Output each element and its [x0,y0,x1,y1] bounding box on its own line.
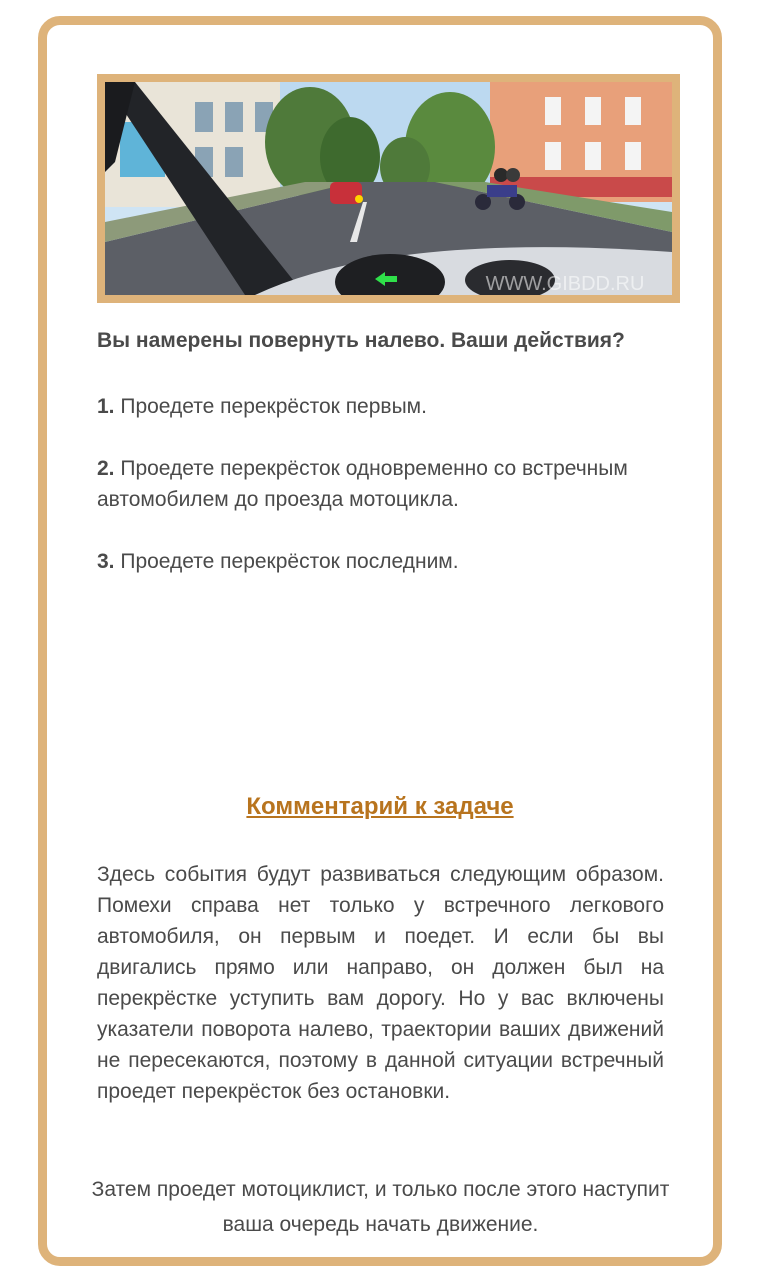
road-scene-illustration [105,82,672,295]
road-situation-photo [97,74,680,303]
comment-body: Здесь события будут развиваться следующим образом. Помехи справа нет только у встречного легкового автомобиля, он первым и поедет. И если бы вы двигались прямо или направо, он должен был на перекрёстке уступить вам дорогу. Но у вас включены указатели поворота налево, траектории ваших движений не пересекаются, поэтому в данной ситуации встречный проедет перекрёсток без остановки. [97,863,664,1103]
answer-number: 2. [97,457,115,480]
answer-option-1[interactable] [97,391,677,422]
answer-option-2[interactable] [97,453,677,515]
answer-number: 1. [97,395,115,418]
question-text: Вы намерены повернуть налево. Ваши действия? [97,329,625,352]
answer-number: 3. [97,550,115,573]
comment-conclusion: Затем проедет мотоциклист, и только после этого наступит ваша очередь начать движение. [91,1178,670,1236]
question-card [38,16,722,1266]
watermark-text: WWW.GIBDD.RU [485,273,645,295]
answer-text: Проедете перекрёсток первым. [114,395,427,418]
comment-title: Комментарий к задаче [246,793,514,820]
answer-text: Проедете перекрёсток последним. [114,550,459,573]
answer-option-3[interactable] [97,546,677,577]
answer-text: Проедете перекрёсток одновременно со встречным автомобилем до проезда мотоцикла. [97,457,628,511]
